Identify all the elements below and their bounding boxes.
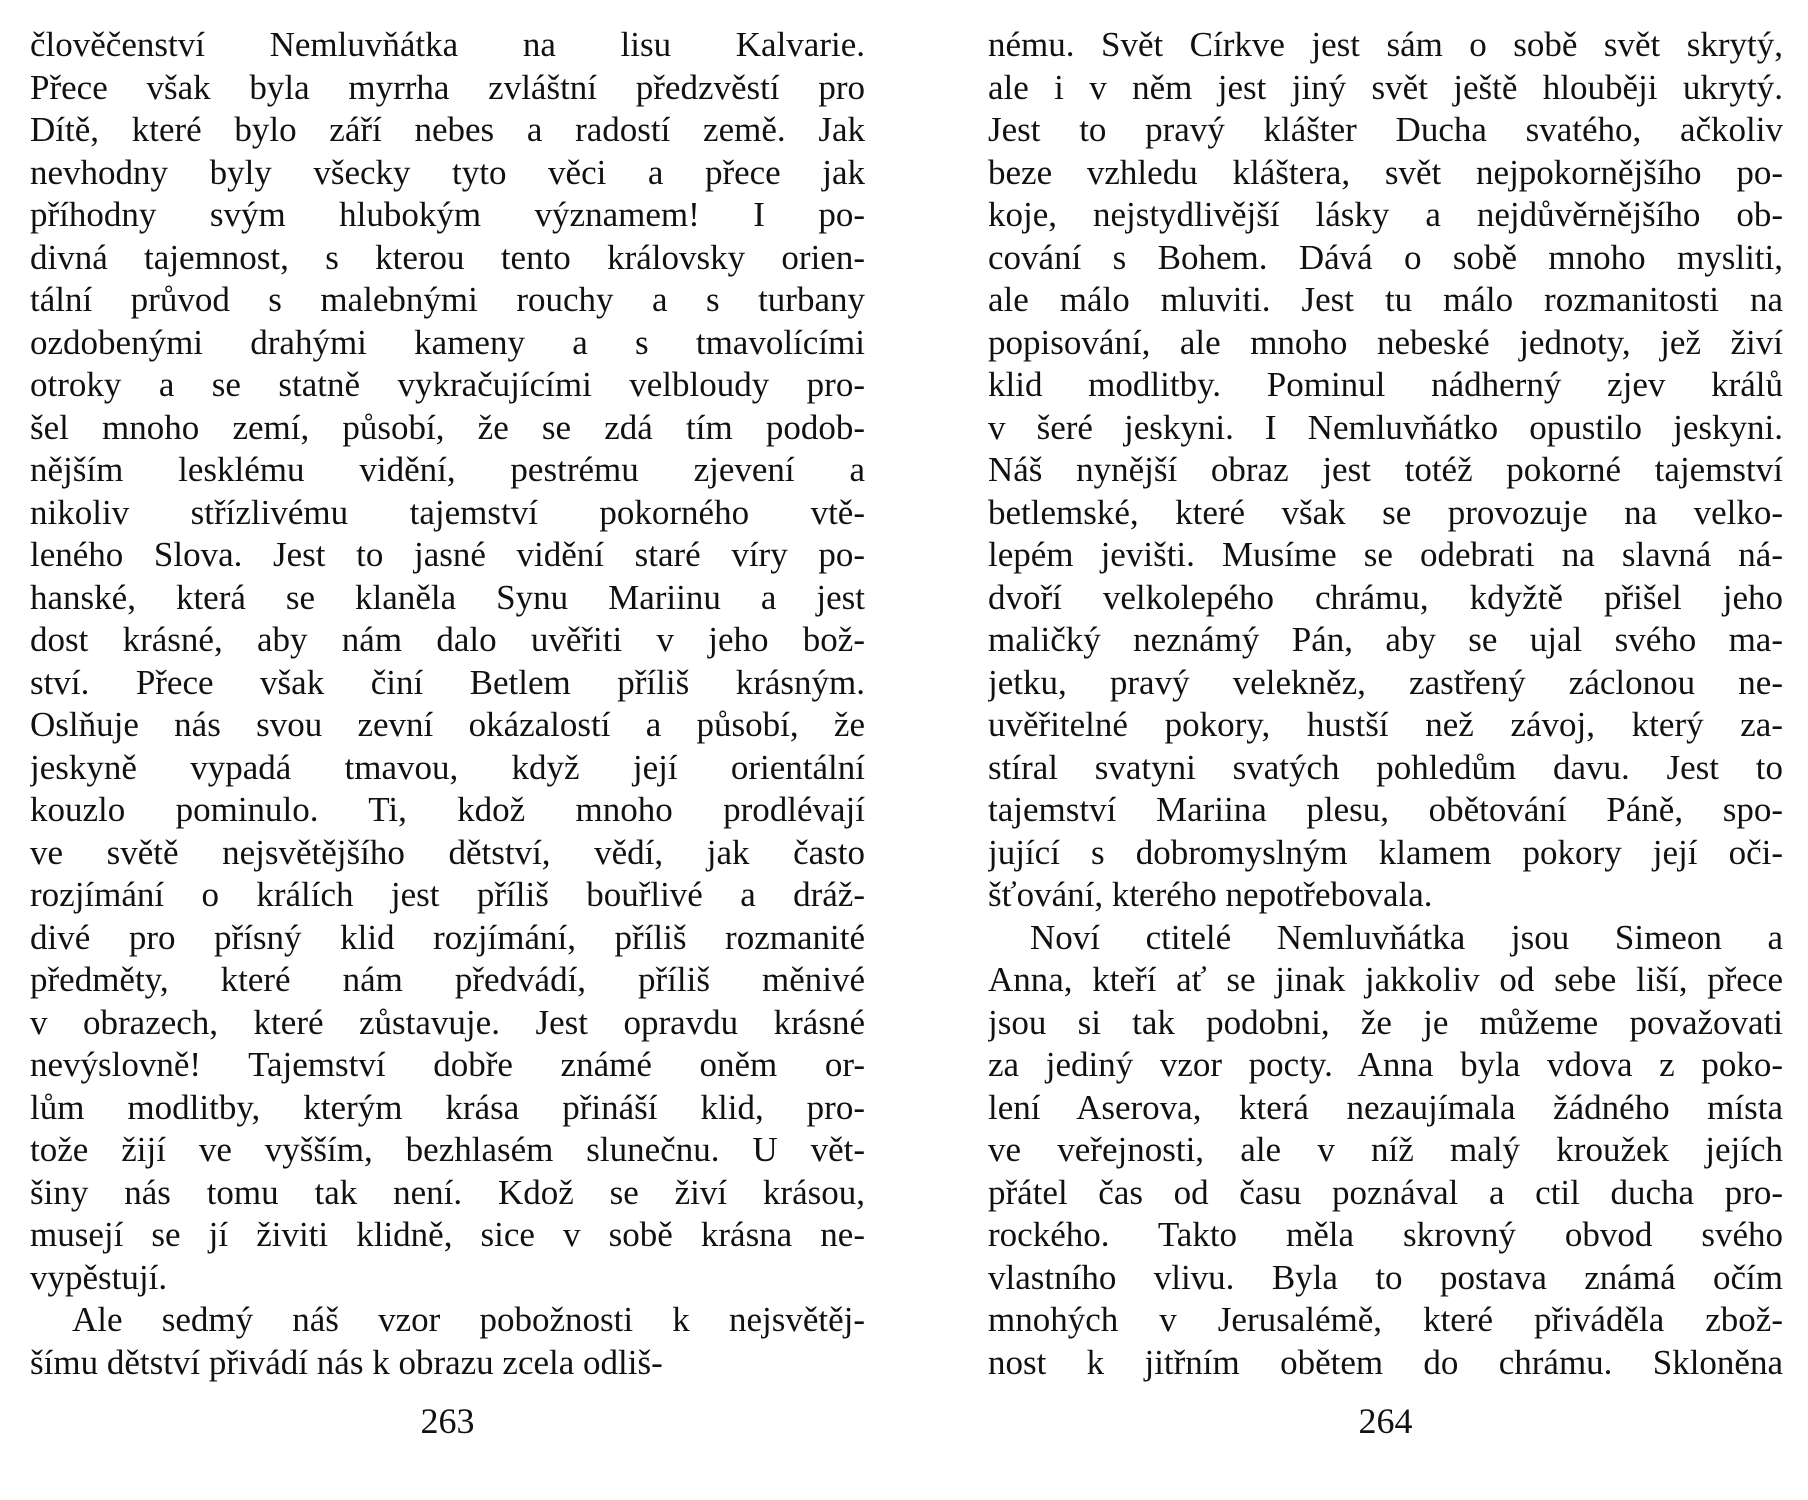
right-page-line: Anna, kteří ať se jinak jakkoliv od sebe liší, přece bbox=[988, 960, 1783, 999]
left-page-number: 263 bbox=[420, 1401, 475, 1441]
right-page-line: přátel čas od času poznával a ctil ducha pro- bbox=[988, 1172, 1783, 1212]
left-page-line: divé pro přísný klid rozjímání, příliš rozmanité bbox=[30, 917, 865, 957]
left-page-line: předměty, které nám předvádí, příliš měnivé bbox=[30, 960, 865, 999]
left-page-line: nevhodny byly všecky tyto věci a přece jak bbox=[30, 152, 865, 192]
left-page-line: jeskyně vypadá tmavou, když její orientální bbox=[30, 747, 865, 787]
left-page-line: nějším lesklému vidění, pestrému zjevení a bbox=[30, 450, 865, 489]
left-page-line: nevýslovně! Tajemství dobře známé oněm or- bbox=[30, 1045, 865, 1084]
left-page-line: Přece však byla myrrha zvláštní předzvěstí pro bbox=[30, 67, 865, 107]
right-page-line: mnohých v Jerusalémě, které přiváděla zbož- bbox=[988, 1300, 1783, 1339]
right-page-line: ale i v něm jest jiný svět ještě hlouběji ukrytý. bbox=[988, 67, 1783, 107]
right-page-line: Náš nynější obraz jest totéž pokorné tajemství bbox=[988, 450, 1783, 489]
right-page-line: jující s dobromyslným klamem pokory její oči- bbox=[988, 832, 1783, 872]
right-page-line: cování s Bohem. Dává o sobě mnoho mysliti, bbox=[988, 237, 1783, 277]
right-page-line: Jest to pravý klášter Ducha svatého, ačkoliv bbox=[988, 110, 1783, 149]
right-page-line: ve veřejnosti, ale v níž malý kroužek jejích bbox=[988, 1130, 1783, 1169]
left-page-line: musejí se jí živiti klidně, sice v sobě krásna ne- bbox=[30, 1215, 865, 1254]
left-page-line: vypěstují. bbox=[30, 1257, 168, 1297]
left-page-line: ství. Přece však činí Betlem příliš krásným. bbox=[30, 662, 865, 702]
left-page-line: šel mnoho zemí, působí, že se zdá tím podob- bbox=[30, 407, 865, 447]
right-page-line: jetku, pravý velekněz, zastřený záclonou ne- bbox=[988, 662, 1783, 702]
left-page-line: nikoliv střízlivému tajemství pokorného vtě- bbox=[30, 492, 865, 532]
right-page-line: v šeré jeskyni. I Nemluvňátko opustilo jeskyni. bbox=[988, 407, 1783, 447]
right-page-text bbox=[988, 24, 1783, 1384]
right-page-line: šťování, kterého nepotřebovala. bbox=[988, 875, 1433, 914]
right-page-line: nost k jitřním obětem do chrámu. Skloněna bbox=[988, 1342, 1783, 1382]
left-page-line: hanské, která se klaněla Synu Mariinu a jest bbox=[30, 577, 865, 617]
right-page-line: uvěřitelné pokory, hustší než závoj, který za- bbox=[988, 705, 1783, 744]
right-page-line: popisování, ale mnoho nebeské jednoty, jež živí bbox=[988, 322, 1783, 362]
right-page-line: klid modlitby. Pominul nádherný zjev králů bbox=[988, 365, 1783, 404]
left-page-line: ozdobenými drahými kameny a s tmavolícími bbox=[30, 322, 865, 362]
left-page-line: leného Slova. Jest to jasné vidění staré víry po- bbox=[30, 535, 865, 574]
left-page-line: v obrazech, které zůstavuje. Jest opravdu krásné bbox=[30, 1002, 865, 1042]
left-page-line: lům modlitby, kterým krása přináší klid, pro- bbox=[30, 1087, 865, 1127]
left-page-line: příhodny svým hlubokým významem! I po- bbox=[30, 195, 865, 234]
right-page-line: maličký neznámý Pán, aby se ujal svého ma- bbox=[988, 620, 1783, 659]
right-page-line: lení Aserova, která nezaujímala žádného místa bbox=[988, 1087, 1783, 1127]
left-page-line: dost krásné, aby nám dalo uvěřiti v jeho bož- bbox=[30, 620, 865, 659]
right-page-line: stíral svatyni svatých pohledům davu. Jest to bbox=[988, 747, 1783, 787]
left-page-line: tální průvod s malebnými rouchy a s turbany bbox=[30, 280, 865, 319]
right-page-line: nému. Svět Církve jest sám o sobě svět skrytý, bbox=[988, 25, 1783, 64]
right-page-line: za jediný vzor pocty. Anna byla vdova z poko- bbox=[988, 1045, 1783, 1084]
left-page-line: otroky a se statně vykračujícími velbloudy pro- bbox=[30, 365, 865, 404]
left-page-line: kouzlo pominulo. Ti, kdož mnoho prodlévají bbox=[30, 790, 865, 829]
right-page-number: 264 bbox=[1358, 1401, 1413, 1441]
right-page bbox=[988, 24, 1783, 1454]
right-page-line: Noví ctitelé Nemluvňátka jsou Simeon a bbox=[1030, 917, 1783, 957]
right-page-line: koje, nejstydlivější lásky a nejdůvěrnějšího ob- bbox=[988, 195, 1783, 234]
right-page-line: vlastního vlivu. Byla to postava známá očím bbox=[988, 1257, 1783, 1297]
left-page-text bbox=[30, 24, 865, 1384]
left-page-line: ve světě nejsvětějšího dětství, vědí, jak často bbox=[30, 832, 865, 872]
left-page-line: šímu dětství přivádí nás k obrazu zcela odliš- bbox=[30, 1342, 663, 1382]
right-page-line: beze vzhledu kláštera, svět nejpokornějšího po- bbox=[988, 152, 1783, 192]
right-page-line: dvoří velkolepého chrámu, kdyžtě přišel jeho bbox=[988, 577, 1783, 617]
left-page-line: rozjímání o králích jest příliš bouřlivé a dráž- bbox=[30, 875, 865, 914]
left-page-line: Ale sedmý náš vzor pobožnosti k nejsvětěj- bbox=[72, 1300, 865, 1339]
left-page-line: Oslňuje nás svou zevní okázalostí a působí, že bbox=[30, 705, 865, 744]
left-page-line: tože žijí ve vyšším, bezhlasém slunečnu. U vět- bbox=[30, 1130, 865, 1169]
right-page-line: betlemské, které však se provozuje na velko- bbox=[988, 492, 1783, 532]
right-page-line: ale málo mluviti. Jest tu málo rozmanitosti na bbox=[988, 280, 1783, 319]
left-page-line: člověčenství Nemluvňátka na lisu Kalvarie. bbox=[30, 25, 865, 64]
left-page-line: divná tajemnost, s kterou tento královsky orien- bbox=[30, 237, 865, 277]
left-page-line: šiny nás tomu tak není. Kdož se živí krásou, bbox=[30, 1172, 865, 1212]
left-page bbox=[30, 24, 865, 1454]
right-page-line: lepém jevišti. Musíme se odebrati na slavná ná- bbox=[988, 535, 1783, 574]
left-page-line: Dítě, které bylo září nebes a radostí země. Jak bbox=[30, 110, 865, 149]
right-page-line: tajemství Mariina plesu, obětování Páně, spo- bbox=[988, 790, 1783, 829]
right-page-line: jsou si tak podobni, že je můžeme považovati bbox=[988, 1002, 1783, 1042]
right-page-line: rockého. Takto měla skrovný obvod svého bbox=[988, 1215, 1783, 1254]
